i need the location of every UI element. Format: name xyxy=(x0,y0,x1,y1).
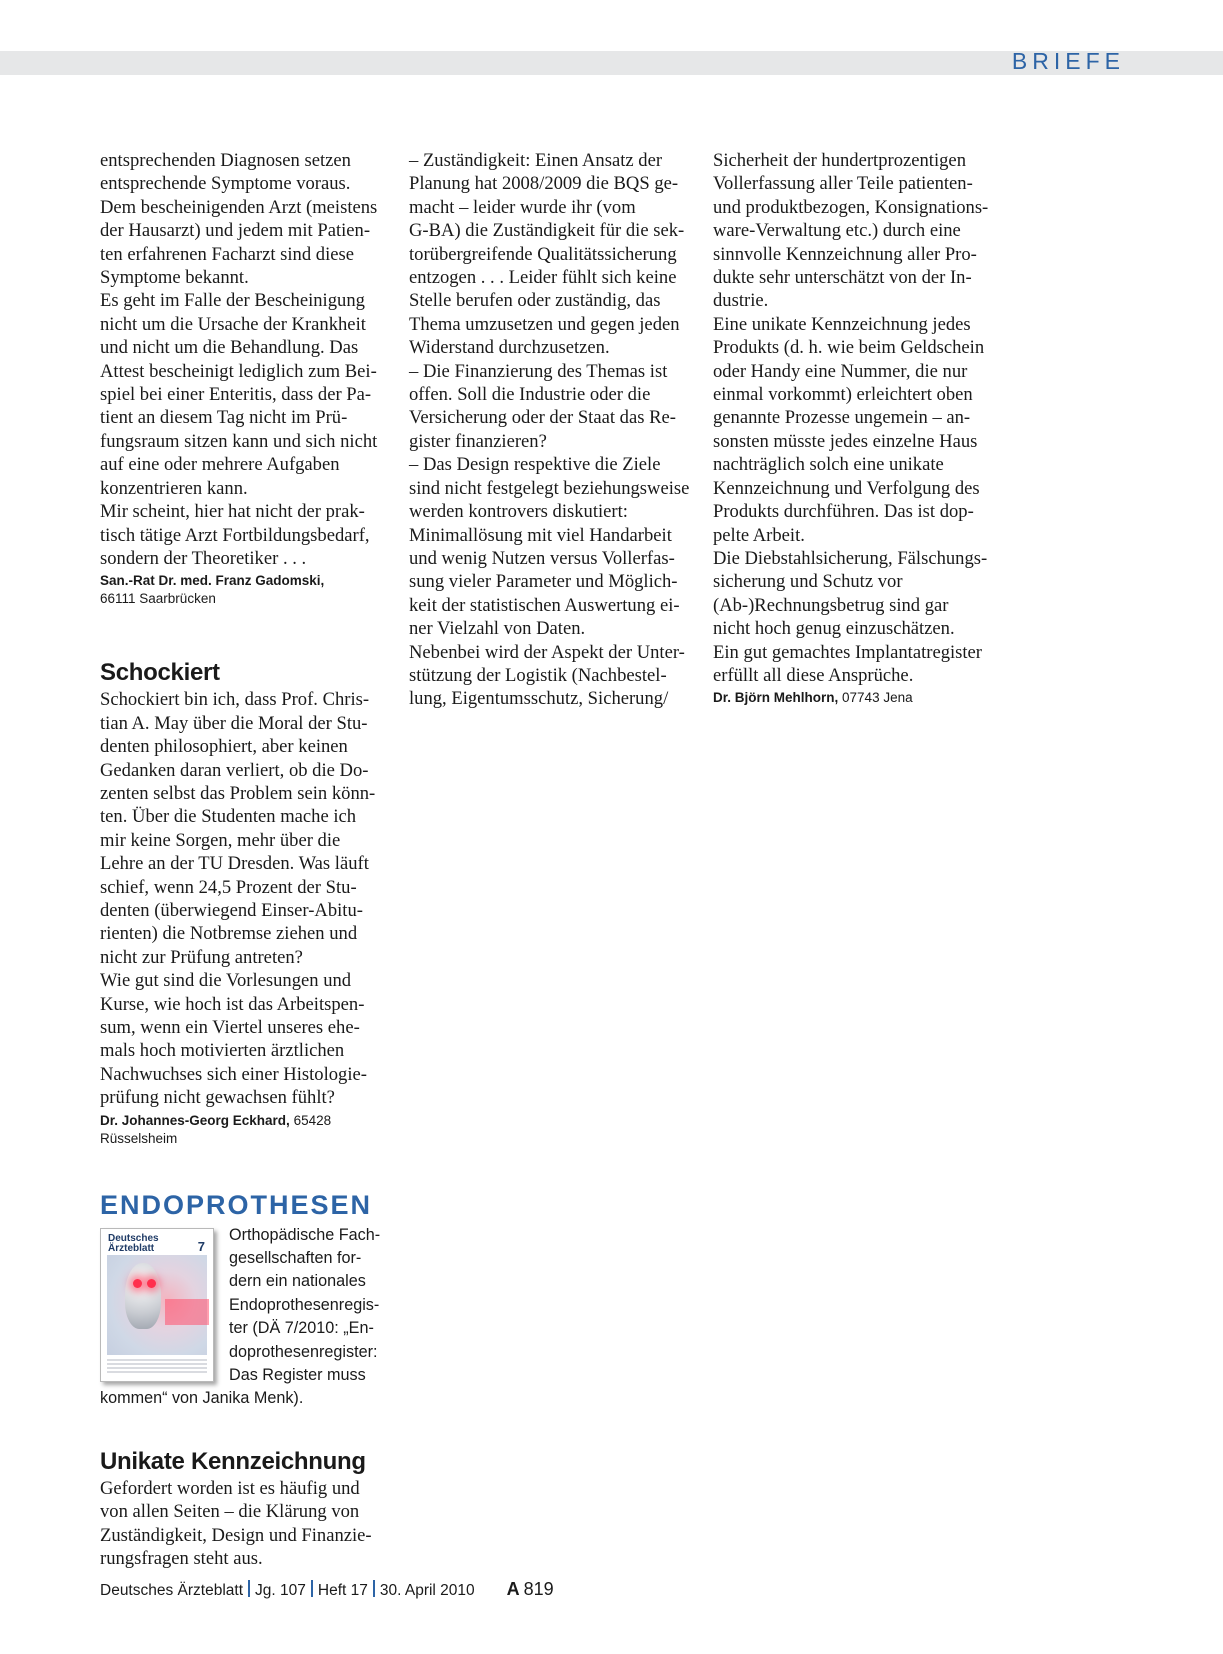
page-number-value: 819 xyxy=(523,1579,554,1599)
signature-place: 07743 Jena xyxy=(842,690,913,706)
footer-volume: Jg. 107 xyxy=(255,1582,306,1599)
glow-dot-icon xyxy=(133,1279,142,1288)
footer-separator xyxy=(373,1580,375,1597)
letter-paragraph: Schockiert bin ich, dass Prof. Chris- tian A. May über die Moral der Stu- denten philosophiert, aber keinen Gedanken daran verliert, ob die Do- zenten selbst das Problem sein könn- ten. Über die Studenten mache ich mir keine Sorgen, mehr über die Lehre an der TU Dresden. Was läuft schief, wenn 24,5 Prozent der Stu- denten (überwiegend Einser-Abitu- rienten) die Notbremse ziehen und nicht zur Prüfung antreten? xyxy=(100,689,376,968)
head-illustration-icon xyxy=(125,1263,161,1329)
letter-paragraph: Wie gut sind die Vorlesungen und Kurse, wie hoch ist das Arbeitspen- sum, wenn ein Viertel unseres ehe- mals hoch motivierten ärztlichen Nachwuchses sich einer Histologie- prüfung nicht gewachsen fühlt? xyxy=(100,970,367,1109)
letter-paragraph: Ein gut gemachtes Implantatregister erfüllt all diese Ansprüche. xyxy=(713,641,983,686)
letter-paragraph: – Zuständigkeit: Einen Ansatz der Planung hat 2008/2009 die BQS ge- macht – leider wurde ihr (vom G-BA) die Zuständigkeit für die sek- torübergreifende Qualitätssicherung entzogen . . . Leider fühlt sich keine Stelle berufen oder zuständig, das Thema umzusetzen und gegen jeden Widerstand durchzusetzen. xyxy=(409,150,685,359)
letter-paragraph: Nebenbei wird der Aspekt der Unter- stützung der Logistik (Nachbestel- lung, Eigentumsschutz, Sicherung/ xyxy=(409,641,685,710)
letter-paragraph: – Die Finanzierung des Themas ist offen. Soll die Industrie oder die Versicherung oder der Staat das Re- gister finanzieren? xyxy=(409,360,676,452)
glow-dot-icon xyxy=(147,1279,156,1288)
page-number xyxy=(507,1579,554,1600)
letter-heading-unikate: Unikate Kennzeichnung xyxy=(100,1447,366,1475)
page-footer xyxy=(100,1578,554,1600)
footer-separator xyxy=(311,1580,313,1597)
letter-paragraph: Gefordert worden ist es häufig und von allen Seiten – die Klärung von Zuständigkeit, Design und Finanzie- rungsfragen steht aus. xyxy=(100,1477,372,1570)
letter-paragraph: entsprechenden Diagnosen setzen entsprechende Symptome voraus. Dem bescheinigenden Arzt (meistens der Hausarzt) und jedem mit Patien- ten erfahrenen Facharzt sind diese Symptome bekannt. xyxy=(100,150,378,289)
letter-heading-schockiert: Schockiert xyxy=(100,659,220,687)
column-2 xyxy=(409,149,699,711)
letter-signature xyxy=(100,1112,392,1148)
letter-paragraph: Sicherheit der hundertprozentigen Vollerfassung aller Teile patienten- und produktbezogen, Konsignations- ware-Verwaltung etc.) durch eine sinnvolle Kennzeichnung aller Pro- dukte sehr unterschätzt von der In- dustrie. xyxy=(713,150,989,312)
signature-place: 66111 Saarbrücken xyxy=(100,591,216,607)
signature-name: Dr. Björn Mehlhorn, xyxy=(713,690,839,706)
page-prefix: A xyxy=(506,1579,520,1599)
letter-signature xyxy=(713,689,1005,707)
reference-block xyxy=(100,1224,392,1411)
footer-date: 30. April 2010 xyxy=(379,1582,475,1599)
cover-label-box xyxy=(165,1299,209,1325)
letter-paragraph: Es geht im Falle der Bescheinigung nicht um die Ursache der Krankheit und nicht um die Behandlung. Das Attest bescheinigt lediglich zum Bei- spiel bei einer Enteritis, dass der Pa- tient an diesem Tag nicht im Prü- fungsraum sitzen kann und sich nicht auf eine oder mehrere Aufgaben konzentrieren kann. xyxy=(100,290,378,499)
cover-issue-number: 7 xyxy=(197,1238,205,1254)
reference-text: Orthopädische Fach- gesellschaften for- dern ein nationales Endoprothesenregis- ter (DÄ 7/2010: „En- doprothesenregister: Das Register muss kommen“ von Janika Menk). xyxy=(100,1225,381,1408)
footer-issue: Heft 17 xyxy=(317,1582,368,1599)
cover-title: Deutsches Ärzteblatt xyxy=(108,1232,159,1254)
signature-place: 65428 Rüsselsheim xyxy=(100,1112,332,1146)
letter-paragraph: Eine unikate Kennzeichnung jedes Produkts (d. h. wie beim Geldschein oder Handy eine Nummer, die nur einmal vorkommt) erleichtert oben genannte Prozesse ungemein – an- sonsten müsste jedes einzelne Haus nachträglich solch eine unikate Kennzeichnung und Verfolgung des Produkts durchführen. Das ist dop- pelte Arbeit. xyxy=(713,313,985,546)
footer-journal: Deutsches Ärzteblatt xyxy=(100,1582,244,1599)
magazine-cover-thumbnail xyxy=(100,1228,214,1382)
signature-name: Dr. Johannes-Georg Eckhard, xyxy=(100,1112,290,1128)
section-label: BRIEFE xyxy=(1011,48,1125,74)
letter-paragraph: – Das Design respektive die Ziele sind nicht festgelegt beziehungsweise werden kontrovers diskutiert: Minimallösung mit viel Handarbeit und wenig Nutzen versus Vollerfas- sung vieler Parameter und Möglich- keit der statistischen Auswertung ei- ner Vielzahl von Daten. xyxy=(409,454,690,640)
letter-paragraph: Mir scheint, hier hat nicht der prak- tisch tätige Arzt Fortbildungsbedarf, sondern der Theoretiker . . . xyxy=(100,501,370,569)
letter-signature xyxy=(100,572,392,608)
signature-name: San.-Rat Dr. med. Franz Gadomski, xyxy=(100,573,325,589)
column-1 xyxy=(100,149,392,1571)
footer-separator xyxy=(248,1580,250,1597)
cover-footer-lines xyxy=(107,1359,207,1375)
column-3 xyxy=(713,149,1005,707)
topic-heading: ENDOPROTHESEN xyxy=(100,1189,373,1220)
letter-paragraph: Die Diebstahlsicherung, Fälschungs- sicherung und Schutz vor (Ab-)Rechnungsbetrug sind gar nicht hoch genug einzuschätzen. xyxy=(713,547,988,640)
cover-illustration xyxy=(107,1255,207,1355)
